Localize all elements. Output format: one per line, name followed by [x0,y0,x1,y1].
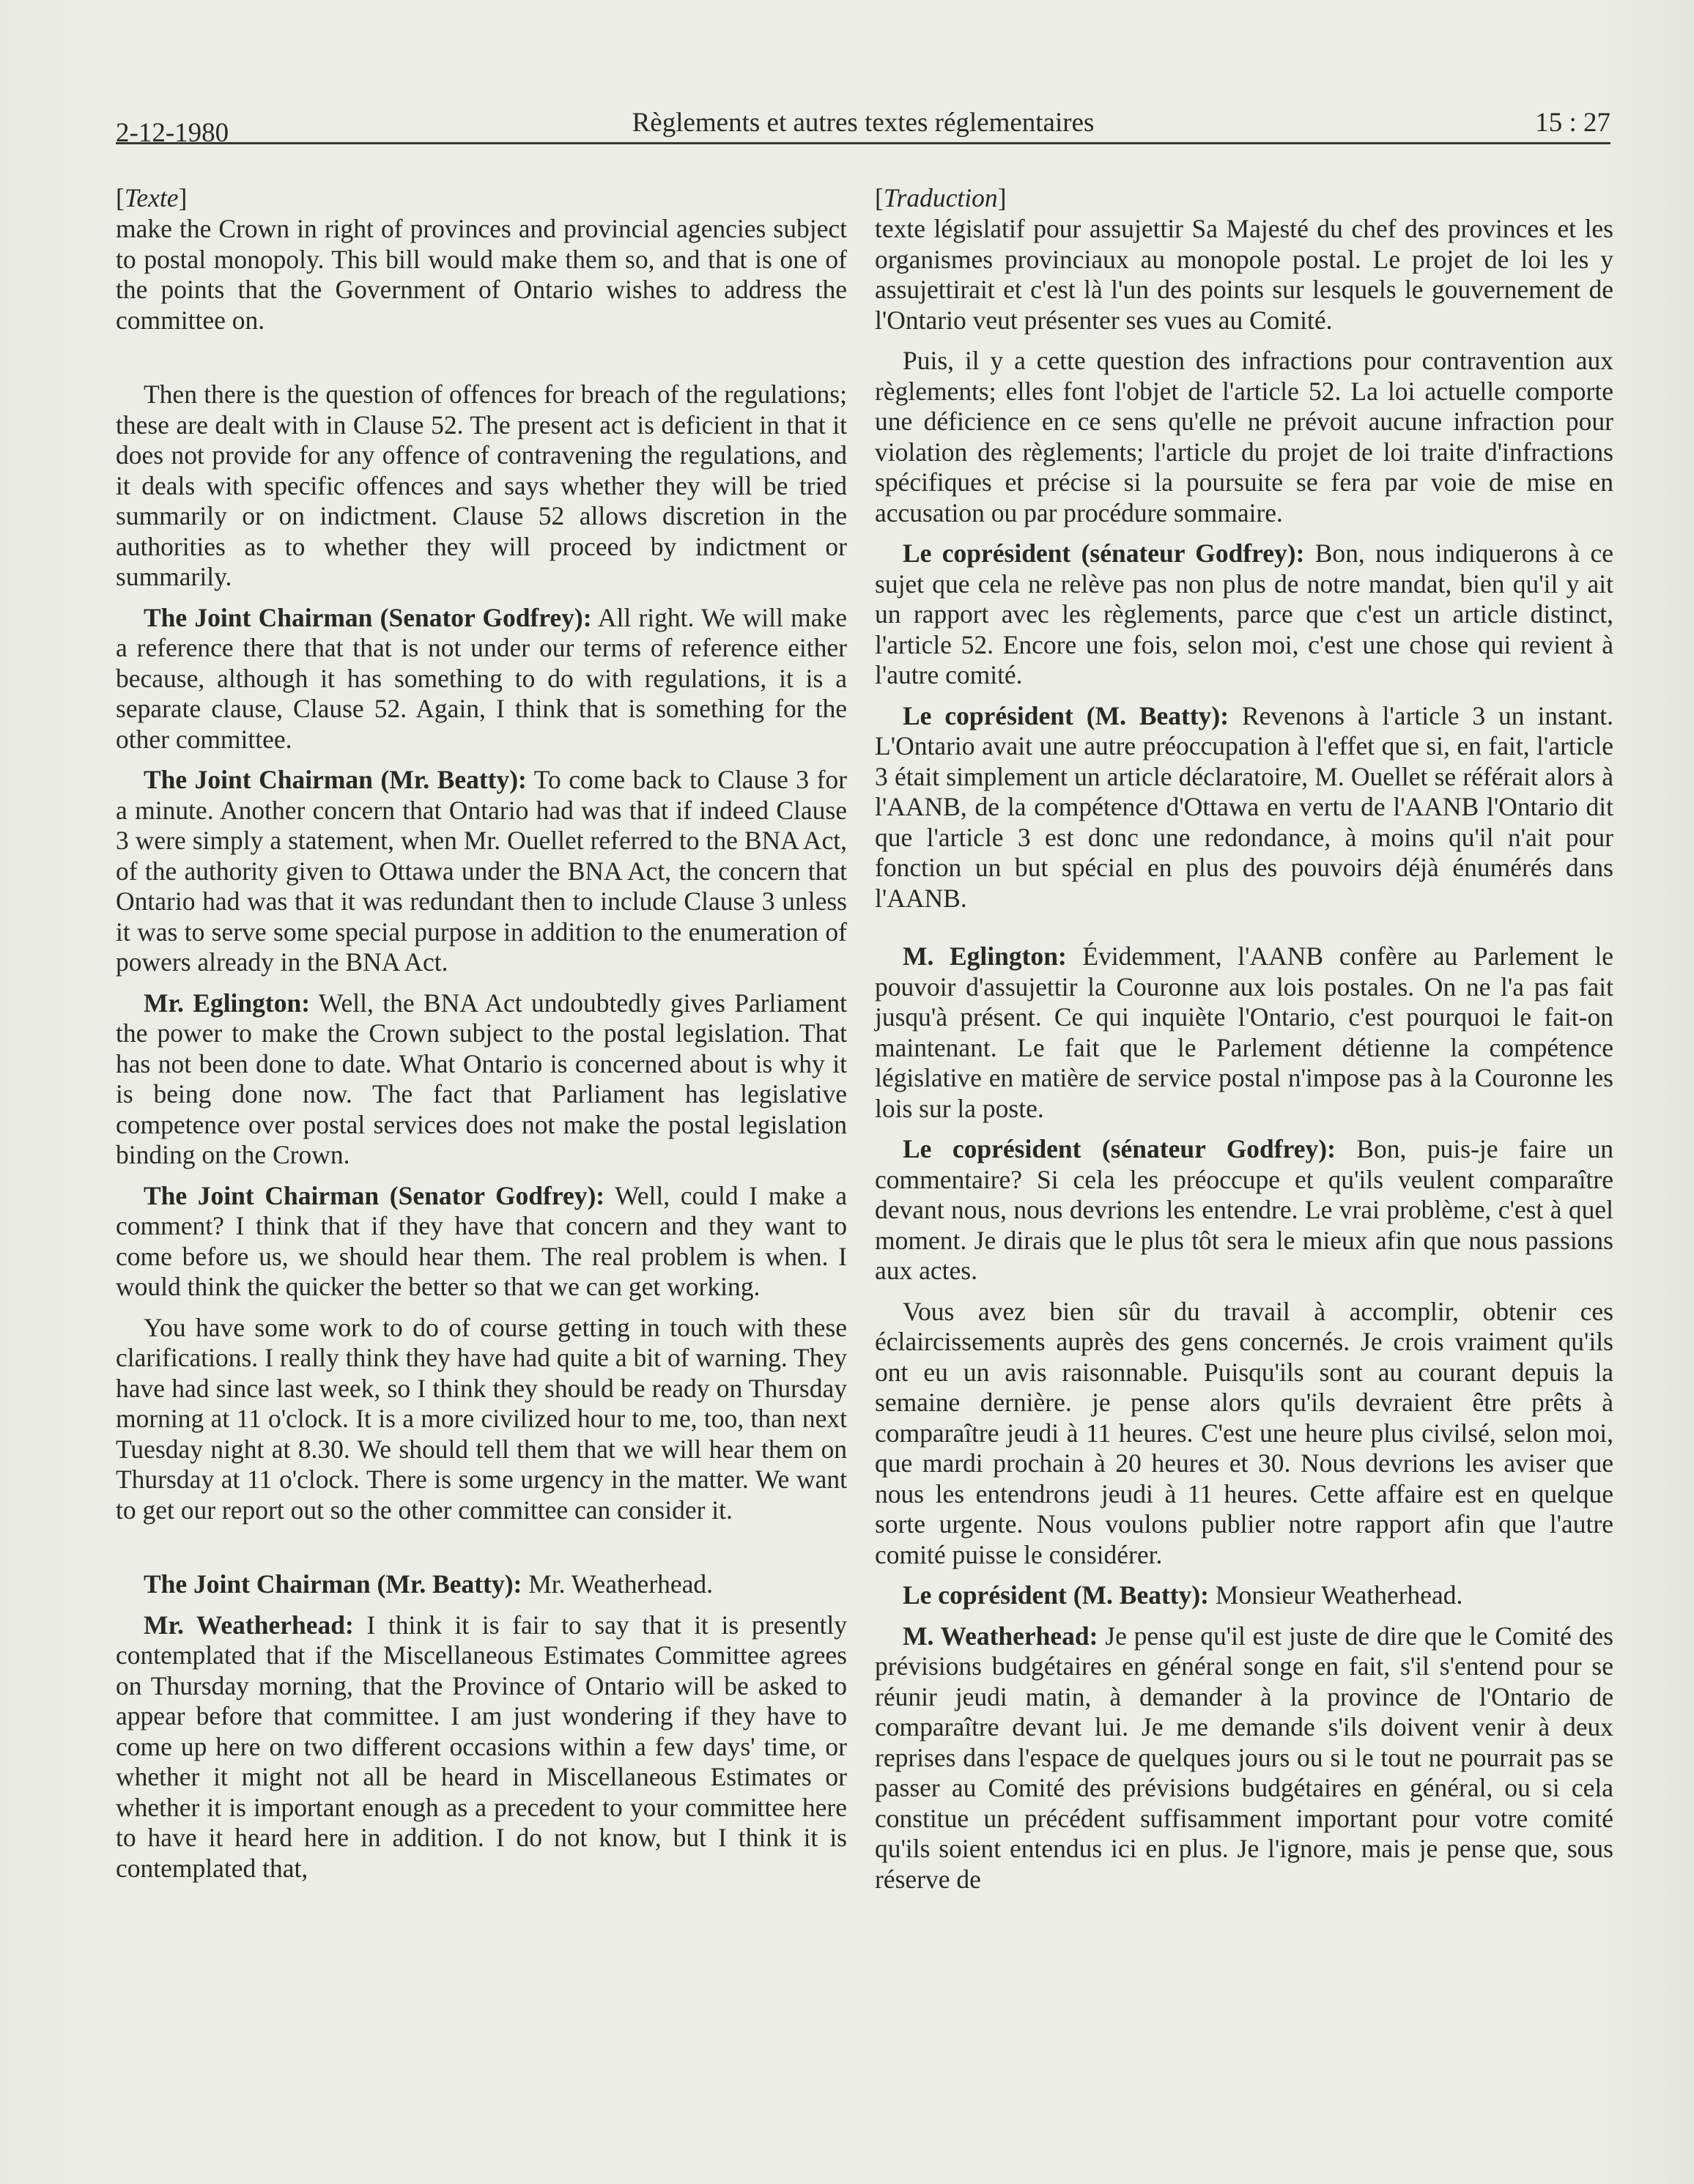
speaker-name: Le coprésident (M. Beatty): [903,1580,1209,1610]
header-page-number: 15 : 27 [1535,108,1610,138]
english-paragraph-4: The Joint Chairman (Mr. Beatty): To come back to Clause 3 for a minute. Another concern that Ontario had was that if indeed Clause 3 were simply a statement, when Mr. Ouellet referred to the BNA Act, of the authority given to Ottawa under the BNA Act, the concern that Ontario had was that it was redundant then to include Clause 3 unless it was to serve some special purpose in addition to the enumeration of powers already in the BNA Act. [116,765,847,977]
speaker-name: Mr. Eglington: [144,988,311,1018]
french-column [875,182,1613,1895]
french-paragraph-5: M. Eglington: Évidemment, l'AANB confère au Parlement le pouvoir d'assujettir la Couronne aux lois postales. On ne l'a pas fait jusqu'à présent. Ce qui inquiète l'Ontario, c'est pourquoi le fait-on maintenant. Le fait que le Parlement détienne la compétence législative en matière de service postal n'impose pas à la Couronne les lois sur la poste. [875,941,1613,1123]
header-title: Règlements et autres textes réglementaires [632,108,1095,138]
speaker-name: The Joint Chairman (Mr. Beatty): [144,1569,522,1599]
english-column [116,182,847,1884]
page-header [116,103,1610,147]
english-paragraph-1: make the Crown in right of provinces and provincial agencies subject to postal monopoly. This bill would make them so, and that is one of the points that the Government of Ontario wishes to address the committee on. [116,214,847,335]
english-paragraph-9: Mr. Weatherhead: I think it is fair to say that it is presently contemplated that if the Miscellaneous Estimates Committee agrees on Thursday morning, that the Province of Ontario will be asked to appear before that committee. I am just wondering if they have to come up here on two different occasions within a few days' time, or whether it might not all be heard in Miscellaneous Estimates or whether it is important enough as a precedent to your committee here to have it heard here in addition. I do not know, but I think it is contemplated that, [116,1610,847,1883]
english-paragraph-7: You have some work to do of course getting in touch with these clarifications. I really think they have had quite a bit of warning. They have had since last week, so I think they should be ready on Thursday morning at 11 o'clock. It is a more civilized hour to me, too, than next Tuesday night at 8.30. We should tell them that we will hear them on Thursday at 11 o'clock. There is some urgency in the matter. We want to get our report out so the other committee can consider it. [116,1312,847,1525]
french-paragraph-1: texte législatif pour assujettir Sa Majesté du chef des provinces et les organismes provinciaux au monopole postal. Le projet de loi les y assujettirait et c'est là l'un des points sur lesquels le gouvernement de l'Ontario veut présenter ses vues au Comité. [875,214,1613,335]
french-column-label: [Traduction] [875,183,1007,212]
english-paragraph-3: The Joint Chairman (Senator Godfrey): All right. We will make a reference there that that is not under our terms of reference either because, although it has something to do with regulations, it is a separate clause, Clause 52. Again, I think that is something for the other committee. [116,602,847,754]
speaker-name: Le coprésident (sénateur Godfrey): [903,1134,1336,1163]
english-paragraph-2: Then there is the question of offences for breach of the regulations; these are dealt with in Clause 52. The present act is deficient in that it does not provide for any offence of contravening the regulations, and it deals with specific offences and says whether they will be tried summarily or on indictment. Clause 52 allows discretion in the authorities as to whether they will proceed by indictment or summarily. [116,380,847,591]
french-paragraph-2: Puis, il y a cette question des infractions pour contravention aux règlements; elles font l'objet de l'article 52. La loi actuelle comporte une déficience en ce sens qu'elle ne prévoit aucune infraction pour violation des règlements; l'article du projet de loi traite d'infractions spécifiques et précise si la poursuite se fera par voie de mise en accusation ou par procédure sommaire. [875,346,1613,528]
speaker-name: Mr. Weatherhead: [144,1610,354,1640]
speaker-name: Le coprésident (sénateur Godfrey): [903,538,1305,568]
speaker-name: The Joint Chairman (Senator Godfrey): [144,1180,605,1210]
english-paragraph-5: Mr. Eglington: Well, the BNA Act undoubtedly gives Parliament the power to make the Crown subject to the postal legislation. That has not been done to date. What Ontario is concerned about is why it is being done now. The fact that Parliament has legislative competence over postal services does not make the postal legislation binding on the Crown. [116,988,848,1169]
french-paragraph-4: Le coprésident (M. Beatty): Revenons à l'article 3 un instant. L'Ontario avait une autre préoccupation à l'effet que si, en fait, l'article 3 était simplement un article déclaratoire, M. Ouellet se référait alors à l'AANB, de la compétence d'Ottawa en vertu de l'AANB l'Ontario dit que l'article 3 est donc une redondance, à moins qu'il n'ait pour fonction un but spécial en plus des pouvoirs déjà énumérés dans l'AANB. [875,700,1613,913]
french-paragraph-7: Vous avez bien sûr du travail à accomplir, obtenir ces éclaircissements auprès des gens concernés. Je crois vraiment qu'ils ont eu un avis raisonnable. Puisqu'ils sont au courant depuis la semaine dernière. je pense alors qu'ils devraient être prêts à comparaître jeudi à 11 heures. C'est une heure plus civilsé, selon moi, que mardi prochain à 20 heures et 30. Nous devrions les aviser que nous les entendrons jeudi à 11 heures. Cette affaire est en quelque sorte urgente. Nous voulons publier notre rapport afin que l'autre comité puisse le considérer. [875,1296,1613,1569]
header-rule [116,142,1610,144]
speaker-name: The Joint Chairman (Mr. Beatty): [144,765,527,794]
speaker-name: M. Eglington: [903,941,1067,971]
english-paragraph-6: The Joint Chairman (Senator Godfrey): Well, could I make a comment? I think that if they have that concern and they want to come before us, we should hear them. The real problem is when. I would think the quicker the better so that we can get working. [116,1180,847,1301]
speaker-name: M. Weatherhead: [903,1621,1098,1651]
french-paragraph-3: Le coprésident (sénateur Godfrey): Bon, nous indiquerons à ce sujet que cela ne relève pas non plus de notre mandat, bien qu'il y ait un rapport avec les règlements, parce que c'est un article distinct, l'article 52. Encore une fois, selon moi, c'est une chose qui revient à l'autre comité. [875,538,1613,689]
french-paragraph-9: M. Weatherhead: Je pense qu'il est juste de dire que le Comité des prévisions budgétaires en général songe en fait, s'il s'entend pour se réunir jeudi matin, à demander à la province de l'Ontario de comparaître devant lui. Je me demande s'ils doivent venir à deux reprises dans l'espace de quelques jours ou si le tout ne pourrait pas se passer au Comité des prévisions budgétaires en général, ou si cela constitue un précédent suffisamment important pour votre comité qu'ils soient entendus ici en plus. Je l'ignore, mais je pense que, sous réserve de [875,1621,1613,1894]
speaker-name: Le coprésident (M. Beatty): [903,700,1229,730]
speaker-name: The Joint Chairman (Senator Godfrey): [144,602,592,632]
english-column-label: [Texte] [116,183,188,212]
french-paragraph-8: Le coprésident (M. Beatty): Monsieur Weatherhead. [903,1580,1463,1610]
header-date: 2-12-1980 [116,118,229,148]
english-paragraph-8: The Joint Chairman (Mr. Beatty): Mr. Weatherhead. [144,1569,714,1599]
french-paragraph-6: Le coprésident (sénateur Godfrey): Bon, puis-je faire un commentaire? Si cela les préoccupe et qu'ils veulent comparaître devant nous, nous devrions les entendre. Le vrai problème, c'est à quel moment. Je dirais que le plus tôt sera le mieux afin que nous passions aux actes. [875,1134,1613,1285]
